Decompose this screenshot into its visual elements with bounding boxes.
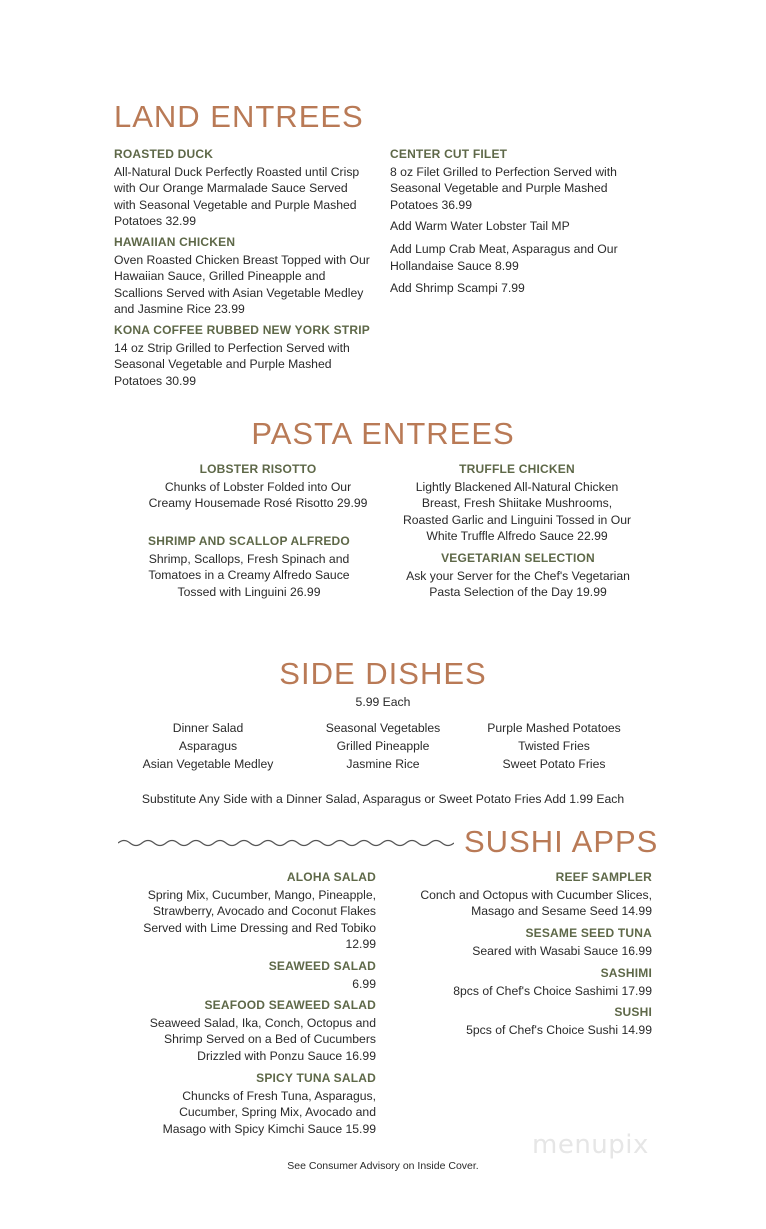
item-desc: Chunks of Lobster Folded into Our Creamy Housemade Rosé Risotto 29.99 (148, 479, 368, 510)
menu-item-lobster-risotto (148, 461, 368, 512)
item-name: SEAFOOD SEAWEED SALAD (204, 998, 376, 1012)
item-desc: Seaweed Salad, Ika, Conch, Octopus and Shrimp Served on a Bed of Cucumbers Drizzled with Ponzu Sauce 16.99 (149, 1015, 376, 1063)
item-desc: Shrimp, Scallops, Fresh Spinach and Tomatoes in a Creamy Alfredo Sauce Tossed with Linguini 26.99 (148, 551, 350, 599)
item-desc: 6.99 (352, 976, 376, 991)
menu-item-vegetarian-selection (392, 550, 644, 601)
item-name: TRUFFLE CHICKEN (459, 462, 575, 476)
menu-item-truffle-chicken (398, 461, 636, 545)
item-name: VEGETARIAN SELECTION (441, 551, 595, 565)
land-entrees-title: LAND ENTREES (114, 99, 364, 134)
item-desc: All-Natural Duck Perfectly Roasted until Crisp with Our Orange Marmalade Sauce Served with Seasonal Vegetable and Purple Mashed Potatoes 32.99 (114, 164, 360, 228)
item-desc: 14 oz Strip Grilled to Perfection Served with Seasonal Vegetable and Purple Mashed Potatoes 30.99 (114, 340, 350, 388)
item-name: SASHIMI (600, 966, 652, 980)
menu-item-roasted-duck (114, 146, 370, 230)
side-item: Twisted Fries (518, 739, 590, 753)
item-name: ROASTED DUCK (114, 147, 214, 161)
menu-item-center-cut-filet (390, 146, 618, 213)
item-name: SPICY TUNA SALAD (256, 1071, 376, 1085)
item-name: KONA COFFEE RUBBED NEW YORK STRIP (114, 323, 370, 337)
item-name: SUSHI (614, 1005, 652, 1019)
sides-price: 5.99 Each (355, 695, 411, 709)
item-desc: 5pcs of Chef's Choice Sushi 14.99 (466, 1022, 652, 1037)
sides-column-1 (118, 719, 298, 773)
item-desc: Chuncks of Fresh Tuna, Asparagus, Cucumber, Spring Mix, Avocado and Masago with Spicy Kimchi Sauce 15.99 (162, 1088, 376, 1136)
addon-crab-meat: Add Lump Crab Meat, Asparagus and Our Hollandaise Sauce 8.99 (390, 242, 618, 273)
side-item: Seasonal Vegetables (325, 721, 441, 735)
item-name: LOBSTER RISOTTO (199, 462, 317, 476)
item-desc: Seared with Wasabi Sauce 16.99 (472, 943, 652, 958)
side-item: Grilled Pineapple (336, 739, 430, 753)
menu-item-aloha-salad (140, 869, 376, 953)
side-item: Asparagus (178, 739, 238, 753)
menu-item-reef-sampler (412, 869, 652, 920)
side-item: Jasmine Rice (346, 757, 420, 771)
menu-item-sashimi (412, 965, 652, 999)
side-item: Purple Mashed Potatoes (487, 721, 621, 735)
menu-item-seaweed-salad (140, 958, 376, 992)
menu-item-kona-strip (114, 322, 376, 389)
menu-item-seafood-seaweed-salad (140, 997, 376, 1064)
menu-item-shrimp-scallop-alfredo (138, 533, 360, 600)
item-name: ALOHA SALAD (286, 870, 376, 884)
item-name: CENTER CUT FILET (390, 147, 508, 161)
wave-divider (118, 836, 454, 850)
side-dishes-title: SIDE DISHES (279, 656, 487, 691)
item-name: SEAWEED SALAD (268, 959, 376, 973)
sides-column-3 (468, 719, 640, 773)
consumer-advisory-note: See Consumer Advisory on Inside Cover. (287, 1160, 479, 1172)
menu-item-hawaiian-chicken (114, 234, 370, 318)
item-name: REEF SAMPLER (555, 870, 652, 884)
item-name: HAWAIIAN CHICKEN (114, 235, 236, 249)
item-desc: Spring Mix, Cucumber, Mango, Pineapple, Strawberry, Avocado and Coconut Flakes Served with Lime Dressing and Red Tobiko 12.99 (143, 887, 376, 951)
addon-lobster-tail: Add Warm Water Lobster Tail MP (390, 219, 570, 233)
item-name: SHRIMP AND SCALLOP ALFREDO (148, 534, 350, 548)
watermark-logo: menupix (532, 1130, 649, 1160)
item-desc: Conch and Octopus with Cucumber Slices, Masago and Sesame Seed 14.99 (420, 887, 652, 918)
item-desc: Lightly Blackened All-Natural Chicken Breast, Fresh Shiitake Mushrooms, Roasted Garlic and Linguini Tossed in Our White Truffle Alfredo Sauce 22.99 (402, 479, 632, 543)
item-desc: Ask your Server for the Chef's Vegetarian Pasta Selection of the Day 19.99 (406, 568, 630, 599)
addon-shrimp-scampi: Add Shrimp Scampi 7.99 (390, 281, 525, 295)
side-item: Sweet Potato Fries (502, 757, 606, 771)
pasta-entrees-title: PASTA ENTREES (251, 416, 515, 451)
menu-item-spicy-tuna-salad (140, 1070, 376, 1137)
side-item: Dinner Salad (172, 721, 244, 735)
item-name: SESAME SEED TUNA (525, 926, 652, 940)
menu-item-sesame-seed-tuna (412, 925, 652, 959)
menu-item-sushi (412, 1004, 652, 1038)
sides-substitute-note: Substitute Any Side with a Dinner Salad, Asparagus or Sweet Potato Fries Add 1.99 Each (141, 792, 625, 806)
sushi-apps-title: SUSHI APPS (464, 824, 659, 859)
side-item: Asian Vegetable Medley (142, 757, 274, 771)
item-desc: 8 oz Filet Grilled to Perfection Served with Seasonal Vegetable and Purple Mashed Potatoes 36.99 (390, 164, 617, 212)
item-desc: 8pcs of Chef's Choice Sashimi 17.99 (453, 983, 652, 998)
item-desc: Oven Roasted Chicken Breast Topped with Our Hawaiian Sauce, Grilled Pineapple and Scallions Served with Asian Vegetable Medley and Jasmine Rice 23.99 (114, 252, 370, 316)
sides-column-2 (298, 719, 468, 773)
